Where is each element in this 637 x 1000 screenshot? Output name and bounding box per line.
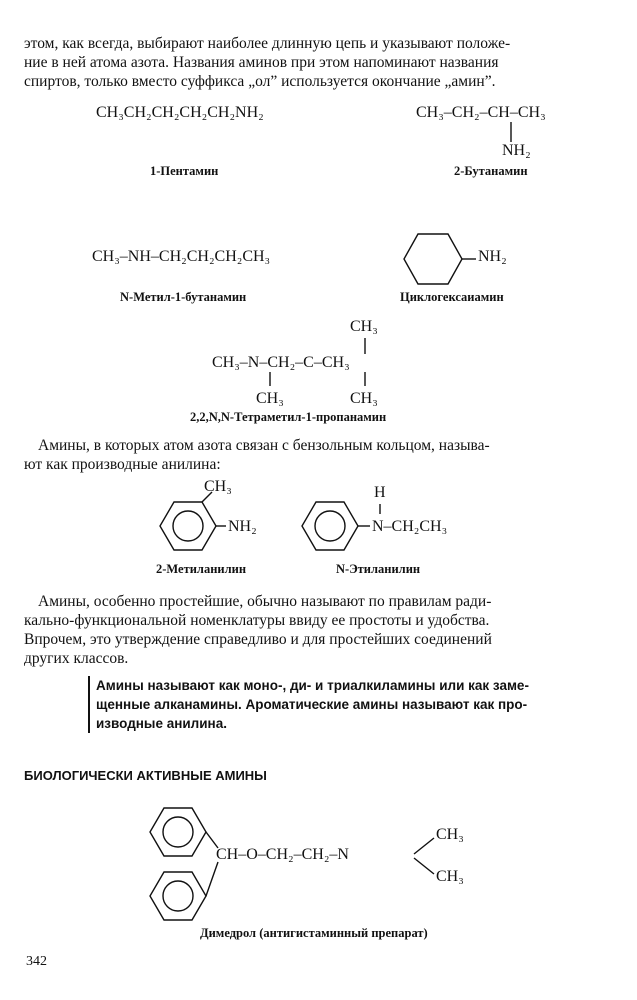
ethylaniline-h: H: [374, 484, 386, 501]
methylbutanamine-formula: CH₃–NH–CH₂CH₂CH₂CH₃: [92, 248, 271, 265]
butanamine-caption: 2-Бутанамин: [454, 164, 528, 178]
cyclohexanamine-caption: Циклогексаиамин: [400, 290, 504, 304]
ethylaniline-caption: N-Этиланилин: [336, 562, 421, 576]
section-heading: БИОЛОГИЧЕСКИ АКТИВНЫЕ АМИНЫ: [24, 768, 267, 783]
text-line: щенные алканамины. Ароматические амины называют как про-: [96, 697, 528, 712]
ethylaniline-chain: N–CH₂CH₃: [372, 518, 448, 535]
text-line: других классов.: [24, 650, 129, 667]
text-line: изводные анилина.: [96, 716, 227, 731]
rules-paragraph: [24, 592, 596, 668]
dimedrol-methyl-top: CH₃: [436, 826, 464, 843]
text-line: Амины называют как моно-, ди- и триалкиламины или как заме-: [96, 678, 529, 693]
cyclohexane-ring: [404, 232, 464, 286]
tmpa-main-chain: CH₃–N–CH₂–C–CH₃: [212, 354, 350, 371]
cyclohexanamine-group: NH₂: [478, 248, 507, 265]
text-line: Впрочем, это утверждение справедливо и для простейших соединений: [24, 631, 492, 648]
page-number: 342: [26, 954, 47, 969]
pentanamine-caption: 1-Пентамин: [150, 164, 219, 178]
ethylaniline-ring: [302, 500, 382, 560]
dimedrol-methyl-bottom: CH₃: [436, 868, 464, 885]
methylaniline-amino: NH₂: [228, 518, 257, 535]
text-line: спиртов, только вместо суффикса „ол” используется окончание „амин”.: [24, 73, 496, 90]
text-line: ние в ней атома азота. Названия аминов при этом напоминают названия: [24, 54, 499, 71]
summary-box: [88, 676, 606, 733]
text-line: Амины, особенно простейшие, обычно называют по правилам ради-: [38, 593, 492, 610]
methylaniline-methyl: CH₃: [204, 478, 232, 495]
methylbutanamine-caption: N-Метил-1-бутанамин: [120, 290, 247, 304]
tmpa-caption: 2,2,N,N-Тетраметил-1-пропанамин: [190, 410, 387, 424]
tmpa-c-branch: CH₃: [350, 390, 378, 407]
butanamine-formula: CH₃–CH₂–CH–CH₃: [416, 104, 546, 121]
text-line: Амины, в которых атом азота связан с бензольным кольцом, называ-: [38, 437, 490, 454]
text-line: этом, как всегда, выбирают наиболее длинную цепь и указывают положе-: [24, 35, 511, 52]
butanamine-branch: NH₂: [502, 142, 531, 159]
aniline-paragraph: [24, 436, 596, 474]
tmpa-top-methyl: CH₃: [350, 318, 378, 335]
dimedrol-caption: Димедрол (антигистаминный препарат): [200, 926, 428, 940]
dimedrol-chain: CH–O–CH₂–CH₂–N: [216, 846, 349, 863]
text-line: ют как производные анилина:: [24, 456, 221, 473]
methylaniline-caption: 2-Метиланилин: [156, 562, 247, 576]
text-line: кально-функциональной номенклатуры ввиду ее простоты и удобства.: [24, 612, 490, 629]
dimedrol-rings: [150, 800, 230, 930]
intro-paragraph: [24, 34, 596, 91]
pentanamine-formula: CH₃CH₂CH₂CH₂CH₂NH₂: [96, 104, 264, 121]
tmpa-n-branch: CH₃: [256, 390, 284, 407]
